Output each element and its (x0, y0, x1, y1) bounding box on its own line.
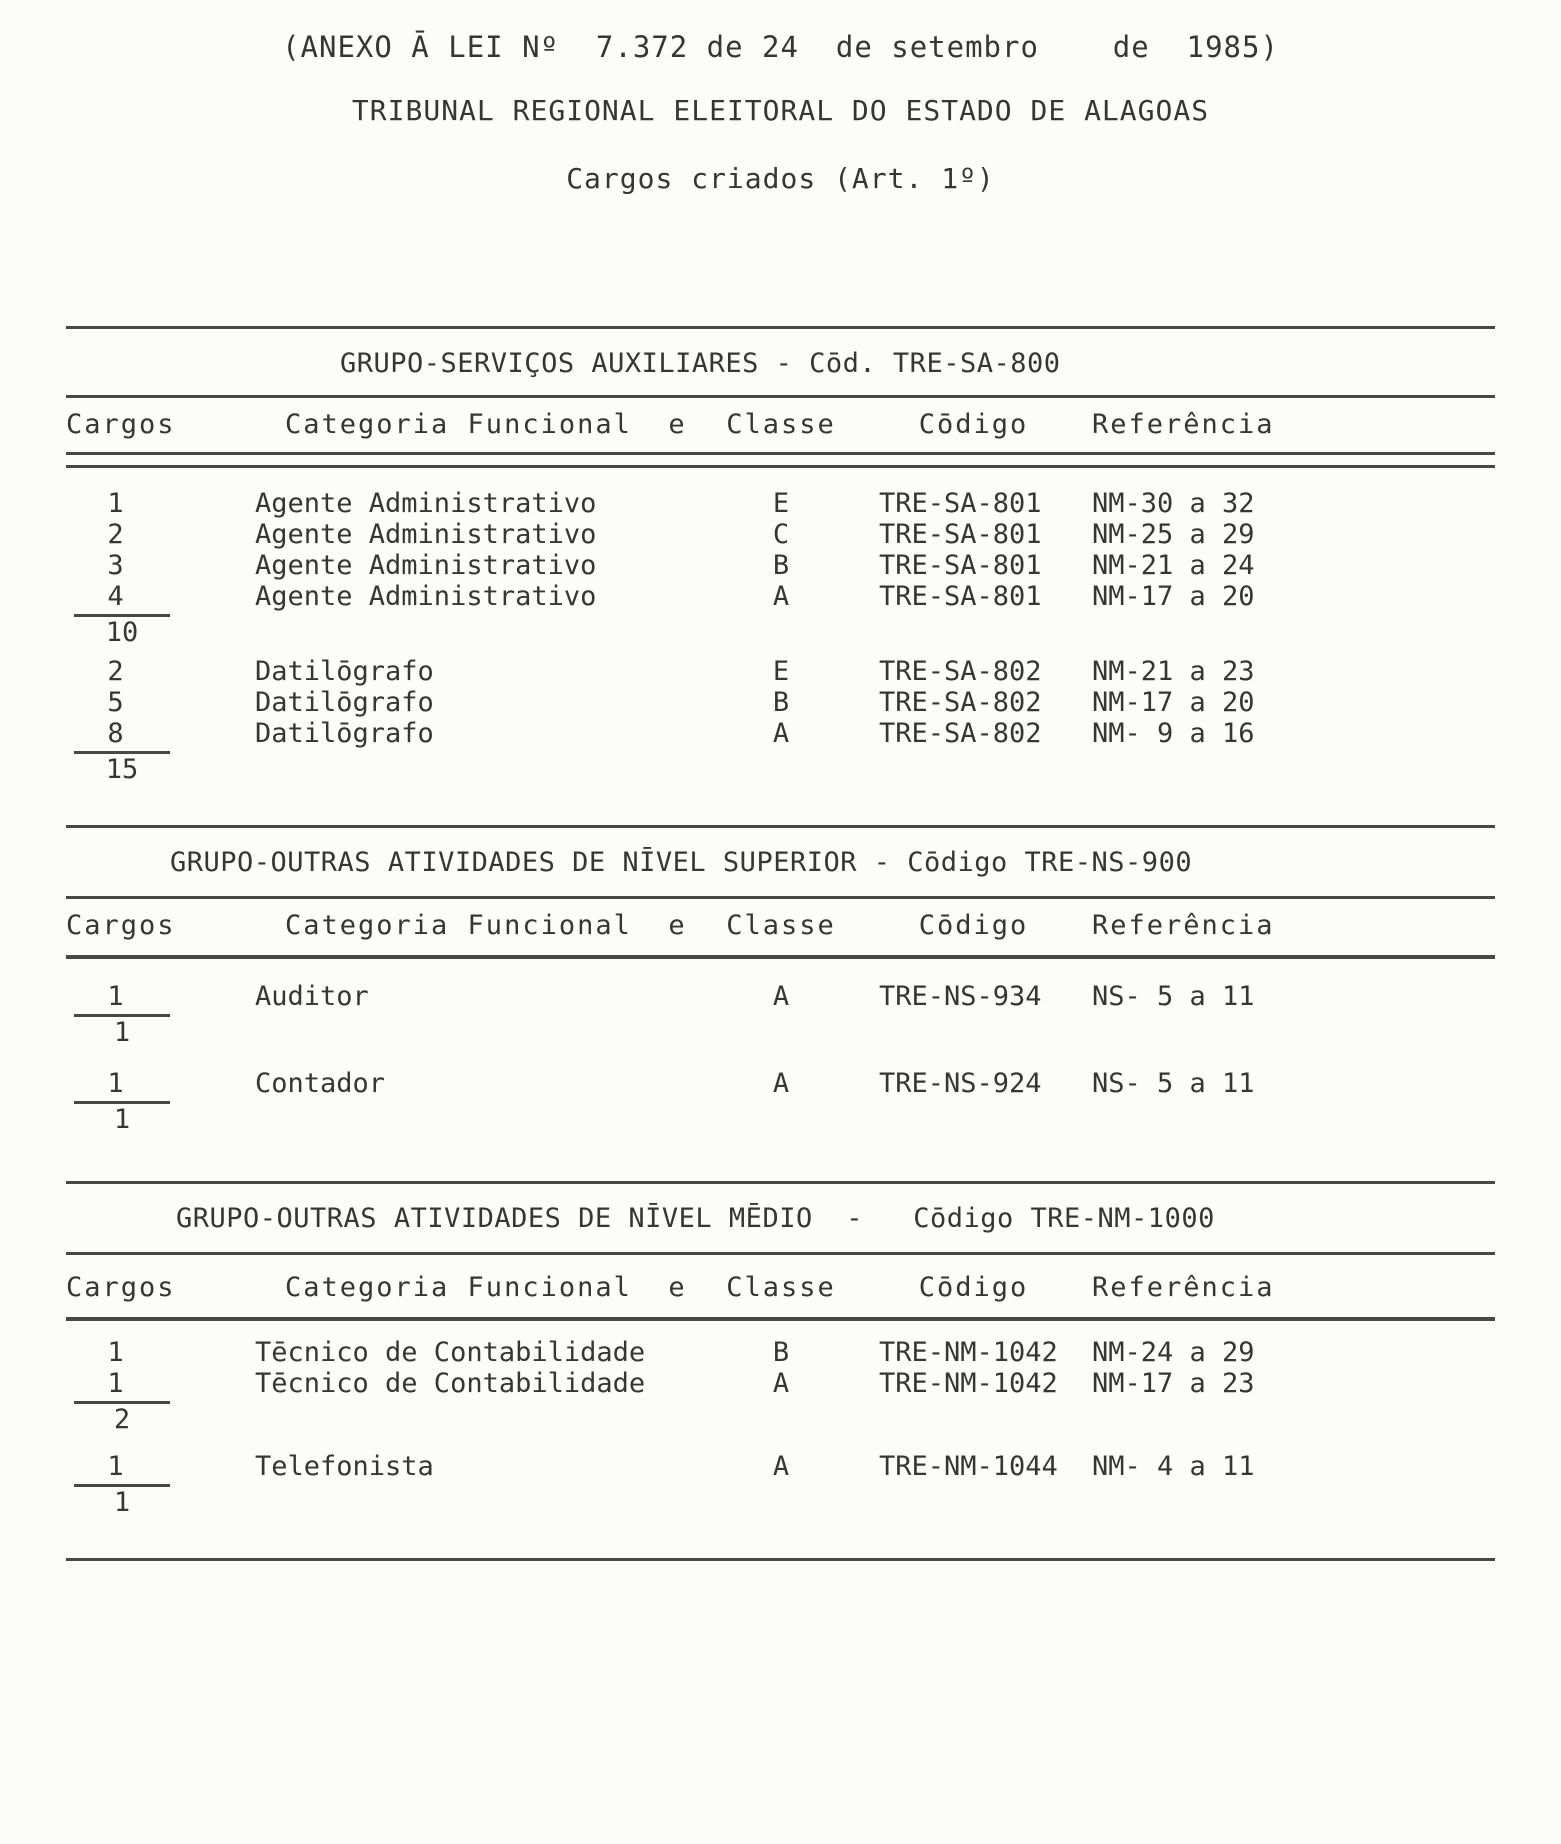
annex-law-title: (ANEXO Ā LEI Nº 7.372 de 24 de setembro de 1985) (282, 30, 1279, 64)
cell-categoria: Agente Administrativo (255, 550, 597, 581)
cell-cargos: 1 (107, 488, 124, 519)
table-row (66, 1068, 1495, 1099)
cell-codigo: TRE-SA-801 (879, 488, 1042, 519)
cell-categoria: Datilōgrafo (255, 656, 434, 687)
cell-referencia: NM-25 a 29 (1092, 519, 1255, 550)
cell-codigo: TRE-NM-1044 (879, 1451, 1058, 1482)
col-header-categoria: Categoria Funcional e (285, 1272, 687, 1303)
divider (66, 955, 1495, 959)
document-subtitle: Cargos criados (Art. 1º) (566, 162, 995, 195)
cell-categoria: Contador (255, 1068, 386, 1099)
table-header-row (66, 408, 1495, 442)
col-header-cargos: Cargos (66, 409, 176, 440)
cell-codigo: TRE-SA-802 (879, 656, 1042, 687)
cell-cargos: 3 (107, 550, 124, 581)
group-subtotal (74, 1101, 1495, 1135)
cell-cargos: 8 (107, 718, 124, 749)
cell-categoria: Agente Administrativo (255, 519, 597, 550)
subtotal-value: 10 (74, 614, 170, 648)
table-row (66, 718, 1495, 749)
cell-classe: B (772, 687, 790, 718)
table-row (66, 581, 1495, 612)
cell-categoria: Agente Administrativo (255, 488, 597, 519)
divider (66, 1252, 1495, 1255)
cell-categoria: Agente Administrativo (255, 581, 597, 612)
cell-referencia: NM- 9 a 16 (1092, 718, 1255, 749)
cell-referencia: NM-17 a 20 (1092, 687, 1255, 718)
divider (66, 326, 1495, 329)
table-header-row (66, 1271, 1495, 1305)
col-header-codigo: Cōdigo (918, 409, 1029, 440)
table-row (66, 656, 1495, 687)
cell-classe: C (772, 519, 790, 550)
cell-codigo: TRE-SA-801 (879, 581, 1042, 612)
col-header-referencia: Referência (1092, 910, 1275, 941)
divider (66, 1181, 1495, 1184)
table-row (66, 981, 1495, 1012)
cell-codigo: TRE-SA-802 (879, 687, 1042, 718)
table-row (66, 1337, 1495, 1368)
tribunal-title: TRIBUNAL REGIONAL ELEITORAL DO ESTADO DE ALAGOAS (351, 94, 1210, 127)
table-title: GRUPO-OUTRAS ATIVIDADES DE NĪVEL SUPERIOR - Cōdigo TRE-NS-900 (170, 847, 1193, 878)
cell-classe: A (772, 718, 790, 749)
table-title: GRUPO-OUTRAS ATIVIDADES DE NĪVEL MĒDIO - Cōdigo TRE-NM-1000 (176, 1203, 1215, 1234)
group-subtotal (74, 614, 1495, 648)
cell-classe: A (772, 1368, 790, 1399)
cell-categoria: Tēcnico de Contabilidade (255, 1337, 646, 1368)
group-subtotal (74, 1484, 1495, 1518)
table-row (66, 488, 1495, 519)
col-header-classe: Classe (726, 409, 836, 440)
cell-classe: A (772, 981, 790, 1012)
col-header-classe: Classe (726, 1272, 836, 1303)
cell-classe: E (772, 488, 790, 519)
cell-classe: A (772, 581, 790, 612)
col-header-codigo: Cōdigo (918, 1272, 1029, 1303)
cell-cargos: 1 (107, 1368, 124, 1399)
subtotal-value: 2 (74, 1401, 170, 1435)
subtotal-value: 15 (74, 751, 170, 785)
cell-categoria: Tēcnico de Contabilidade (255, 1368, 646, 1399)
cell-referencia: NS- 5 a 11 (1092, 1068, 1255, 1099)
cell-cargos: 1 (107, 981, 124, 1012)
col-header-categoria: Categoria Funcional e (285, 910, 687, 941)
table-header-row (66, 909, 1495, 943)
table-row (66, 550, 1495, 581)
group-subtotal (74, 1014, 1495, 1048)
cell-codigo: TRE-SA-801 (879, 550, 1042, 581)
divider (66, 395, 1495, 398)
double-divider (66, 452, 1495, 468)
subtotal-value: 1 (74, 1014, 170, 1048)
subtotal-value: 1 (74, 1101, 170, 1135)
col-header-categoria: Categoria Funcional e (285, 409, 687, 440)
col-header-classe: Classe (726, 910, 836, 941)
cell-categoria: Datilōgrafo (255, 687, 434, 718)
cell-codigo: TRE-SA-802 (879, 718, 1042, 749)
cell-cargos: 5 (107, 687, 124, 718)
cell-cargos: 4 (107, 581, 124, 612)
cell-referencia: NM-24 a 29 (1092, 1337, 1255, 1368)
group-subtotal (74, 1401, 1495, 1435)
cell-referencia: NM-21 a 23 (1092, 656, 1255, 687)
table-title: GRUPO-SERVIÇOS AUXILIARES - Cōd. TRE-SA-800 (340, 348, 1061, 379)
cell-categoria: Datilōgrafo (255, 718, 434, 749)
cell-codigo: TRE-NM-1042 (879, 1368, 1058, 1399)
group-subtotal (74, 751, 1495, 785)
cell-cargos: 1 (107, 1337, 124, 1368)
cell-referencia: NM-17 a 23 (1092, 1368, 1255, 1399)
cell-cargos: 2 (107, 519, 124, 550)
cell-codigo: TRE-NS-924 (879, 1068, 1042, 1099)
col-header-referencia: Referência (1092, 409, 1275, 440)
col-header-cargos: Cargos (66, 910, 176, 941)
divider (66, 896, 1495, 899)
col-header-codigo: Cōdigo (918, 910, 1029, 941)
subtotal-value: 1 (74, 1484, 170, 1518)
cell-referencia: NM-21 a 24 (1092, 550, 1255, 581)
cell-codigo: TRE-NM-1042 (879, 1337, 1058, 1368)
cell-codigo: TRE-SA-801 (879, 519, 1042, 550)
divider (66, 1558, 1495, 1561)
divider (66, 1317, 1495, 1321)
table-row (66, 687, 1495, 718)
cell-classe: A (772, 1068, 790, 1099)
cell-classe: E (772, 656, 790, 687)
table-row (66, 1451, 1495, 1482)
cell-cargos: 2 (107, 656, 124, 687)
cell-cargos: 1 (107, 1451, 124, 1482)
col-header-cargos: Cargos (66, 1272, 176, 1303)
cell-classe: A (772, 1451, 790, 1482)
divider (66, 825, 1495, 828)
cell-referencia: NM- 4 a 11 (1092, 1451, 1255, 1482)
table-row (66, 519, 1495, 550)
cell-classe: B (772, 550, 790, 581)
col-header-referencia: Referência (1092, 1272, 1275, 1303)
cell-categoria: Auditor (255, 981, 369, 1012)
cell-referencia: NS- 5 a 11 (1092, 981, 1255, 1012)
cell-referencia: NM-17 a 20 (1092, 581, 1255, 612)
cell-cargos: 1 (107, 1068, 124, 1099)
table-row (66, 1368, 1495, 1399)
cell-classe: B (772, 1337, 790, 1368)
cell-categoria: Telefonista (255, 1451, 434, 1482)
cell-codigo: TRE-NS-934 (879, 981, 1042, 1012)
cell-referencia: NM-30 a 32 (1092, 488, 1255, 519)
